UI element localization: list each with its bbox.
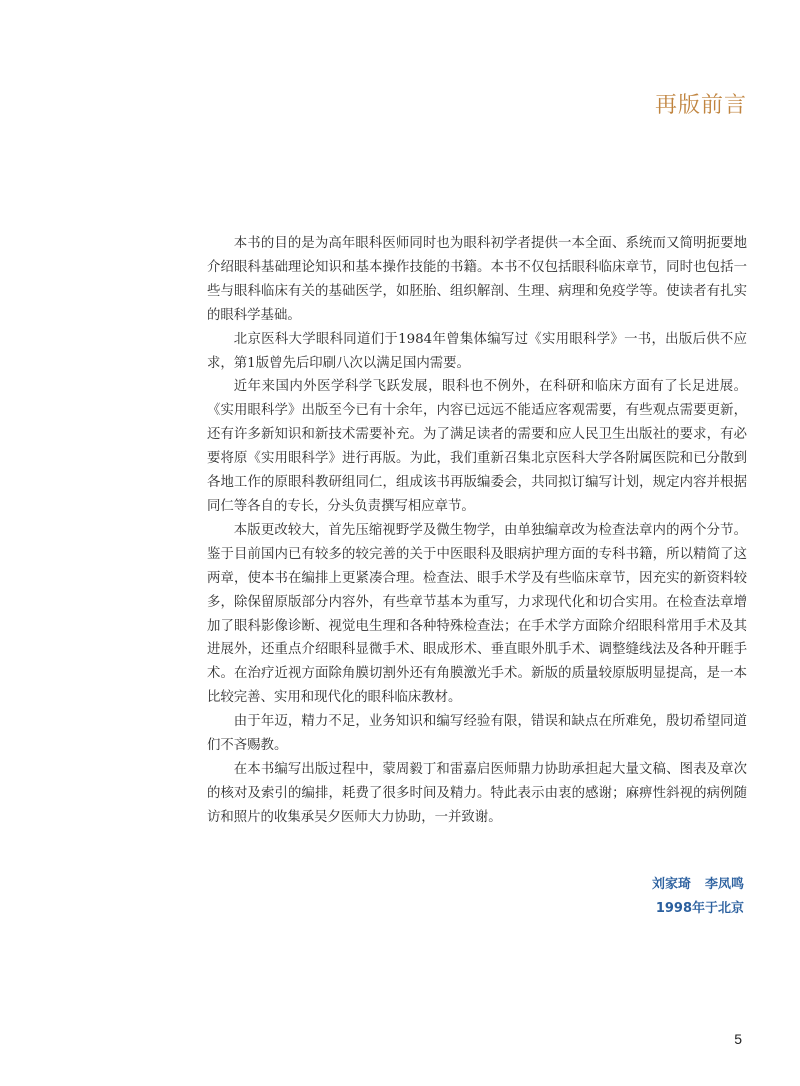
paragraph-apology: 由于年迈，精力不足，业务知识和编写经验有限，错误和缺点在所难免，殷切希望同道们不吝赐教。	[207, 714, 747, 754]
paragraph-revision-reason: 近年来国内外医学科学飞跃发展，眼科也不例外，在科研和临床方面有了长足进展。《实用眼科学》出版至今已有十余年，内容已远远不能适应客观需要，有些观点需要更新，还有许多新知识和新技术需要补充。为了满足读者的需要和应人民卫生出版社的要求，有必要将原《实用眼科学》进行再版。为此，我们重新召集北京医科大学各附属医院和已分散到各地工作的原眼科教研组同仁，组成该书再版编委会，共同拟订编写计划，规定内容并根据同仁等各自的专长，分头负责撰写相应章节。	[207, 379, 747, 514]
signature-date-place: 1998年于北京	[655, 901, 744, 916]
author-name: 李凤鸣	[704, 877, 744, 892]
paragraph-history: 北京医科大学眼科同道们于1984年曾集体编写过《实用眼科学》一书，出版后供不应求，第1版曾先后印刷八次以满足国内需要。	[207, 331, 747, 371]
signature-block	[652, 873, 744, 921]
paragraph-acknowledgements: 在本书编写出版过程中，蒙周毅丁和雷嘉启医师鼎力协助承担起大量文稿、图表及章次的核对及索引的编排，耗费了很多时间及精力。特此表示由衷的感谢；麻痹性斜视的病例随访和照片的收集承吴夕医师大力协助，一并致谢。	[207, 761, 747, 825]
page-number: 5	[734, 1031, 742, 1047]
author-names	[652, 873, 744, 897]
paragraph-purpose: 本书的目的是为高年眼科医师同时也为眼科初学者提供一本全面、系统而又简明扼要地介绍眼科基础理论知识和基本操作技能的书籍。本书不仅包括眼科临床章节，同时也包括一些与眼科临床有关的基础医学，如胚胎、组织解剖、生理、病理和免疫学等。使读者有扎实的眼科学基础。	[207, 236, 747, 323]
page-title: 再版前言	[654, 93, 747, 118]
author-name: 刘家琦	[651, 877, 691, 892]
preface-body	[207, 232, 747, 830]
paragraph-changes: 本版更改较大，首先压缩视野学及微生物学，由单独编章改为检查法章内的两个分节。鉴于目前国内已有较多的较完善的关于中医眼科及眼病护理方面的专科书籍，所以精简了这两章，使本书在编排上更紧凑合理。检查法、眼手术学及有些临床章节，因充实的新资料较多，除保留原版部分内容外，有些章节基本为重写，力求现代化和切合实用。在检查法章增加了眼科影像诊断、视觉电生理和各种特殊检查法；在手术学方面除介绍眼科常用手术及其进展外，还重点介绍眼科显微手术、眼成形术、垂直眼外肌手术、调整缝线法及各种开睚手术。在治疗近视方面除角膜切割外还有角膜激光手术。新版的质量较原版明显提高，是一本比较完善、实用和现代化的眼科临床教材。	[207, 522, 747, 706]
